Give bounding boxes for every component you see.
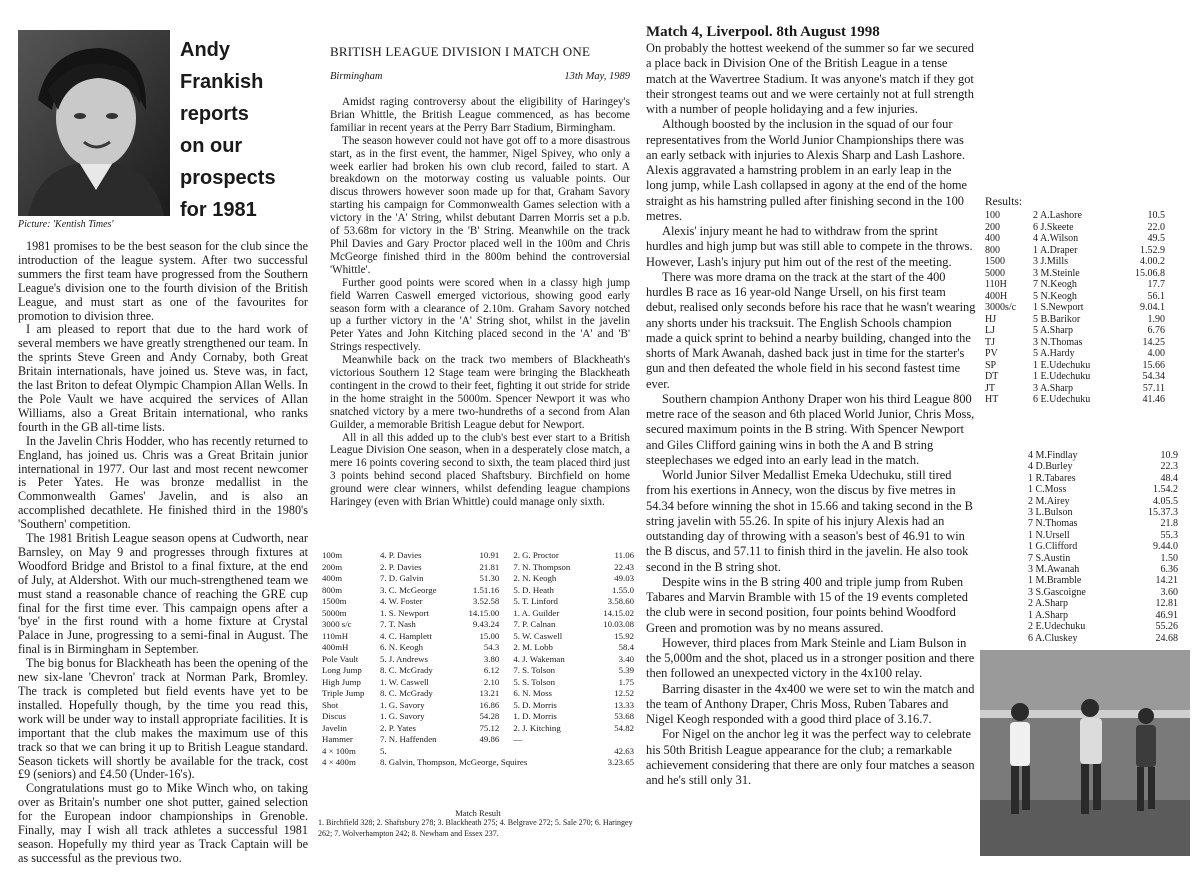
athlete-cell: 3 J.Mills xyxy=(1033,256,1069,267)
table-row xyxy=(1028,633,1178,644)
table-row xyxy=(985,371,1165,383)
b-string-result-cell: 3.40 xyxy=(618,653,634,664)
athlete-cell: 2 A.Sharp xyxy=(1028,598,1068,610)
paragraph: All in all this added up to the club's best ever start to a British League Division One season, when in a desperately close match, a mere 16 points covering second to sixth, the team placed third just 3 points behind second placed Shaftsbury. Birchfield on home ground were clear winners, whilst defending league champions Haringey (even with Brian Whittle) could manage only sixth. xyxy=(330,431,630,509)
paragraph: Although boosted by the inclusion in the squad of our four representatives from the World Junior Championships there was an early setback with injuries to Alexis Sharp and Lash Lashore. Alexis aggravated a hamstring problem in an early leap in the long jump, while Lash collapsed in agony at the end of the home straight as his hamstring pulled after finishing second in the 100 metres. xyxy=(646,117,968,223)
athlete-cell: 3 M.Steinle xyxy=(1033,267,1080,279)
headline-line: Frankish xyxy=(180,71,264,93)
portrait-illustration xyxy=(18,30,170,216)
event-cell: 110mH xyxy=(322,630,349,641)
paragraph: Alexis' injury meant he had to withdraw from the sprint hurdles and high jump but was still able to compete in the throws. However, Lash's injury put him out of the rest of the meeting. xyxy=(646,224,973,269)
b-string-result-cell: 3.58.60 xyxy=(607,596,634,606)
result-cell: 22.0 xyxy=(1147,221,1165,233)
a-string-result-cell: 54.28 xyxy=(479,711,500,721)
b-string-result-cell: 1.75 xyxy=(618,676,634,687)
paragraph: For Nigel on the anchor leg it was the perfect way to celebrate his 50th British League appearance for the club; a remarkable achievement considering that there are only four matches a season and he's still only 31. xyxy=(646,727,975,787)
table-row xyxy=(1028,621,1178,632)
table-row xyxy=(985,233,1165,245)
a-string-results-table xyxy=(985,210,1165,406)
table-row xyxy=(322,631,634,643)
b-string-result-cell: 22.43 xyxy=(614,561,634,572)
event-cell: 100 xyxy=(985,210,1000,221)
result-cell: 9.04.1 xyxy=(1140,302,1165,313)
b-string-result-cell: 12.52 xyxy=(614,688,634,698)
table-row xyxy=(1028,507,1178,518)
b-string-athlete-cell: 2. M. Lobb xyxy=(513,642,553,652)
event-cell: High Jump xyxy=(322,676,361,687)
athlete-cell: 2 E.Udechuku xyxy=(1028,621,1086,633)
b-string-athlete-cell: 7. N. Thompson xyxy=(513,561,571,572)
paragraph: The 1981 British League season opens at Cudworth, near Barnsley, on May 9 and progresses through fixtures at Woodford Bridge and Bristol to a final fixture, at the end of July, at Aldershot. With our much-strengthened team we must stand a reasonable chance of reaching the GRE cup final for the first time ever. This campaign opens after a 'bye' in the first round with a home fixture at Crystal Palace in June, progressing to a semi-final in August. The final is in Birmingham in September. xyxy=(18,531,308,657)
result-cell: 3.60 xyxy=(1160,586,1178,598)
athlete-cell: 5 A.Hardy xyxy=(1033,348,1075,359)
b-string-results-table xyxy=(1028,450,1178,644)
result-cell: 22.3 xyxy=(1160,461,1178,473)
athlete-cell: 5 N.Keogh xyxy=(1033,290,1077,302)
b-string-athlete-cell: 7. S. Tolson xyxy=(513,665,556,675)
table-row xyxy=(322,757,634,769)
result-cell: 12.81 xyxy=(1155,598,1178,610)
athlete-cell: 1 E.Udechuku xyxy=(1033,359,1091,371)
b-string-athlete-cell: 5. T. Linford xyxy=(513,596,558,606)
event-cell: PV xyxy=(985,348,998,359)
table-row xyxy=(322,573,634,585)
event-cell: Pole Vault xyxy=(322,653,359,664)
event-cell: HJ xyxy=(985,313,997,325)
table-row xyxy=(322,723,634,735)
result-cell: 4.05.5 xyxy=(1153,495,1178,507)
paragraph: Congratulations must go to Mike Winch who, on taking over as Britain's number one shot putter, gained selection for the European indoor championships in Grenoble. Finally, may I wish all track athletes a successful 1981 season. Hopefully my third year as Track Captain will be as successful as the previous two. xyxy=(18,781,308,865)
result-cell: 46.91 xyxy=(1155,609,1178,621)
paragraph: However, third places from Mark Steinle and Liam Bulson in the 5,000m and the shot, placed us in a stronger position and there then followed an unexpected victory in the 4x100 relay. xyxy=(646,635,975,681)
b-string-result-cell: 13.33 xyxy=(614,699,634,710)
headline-line: on our xyxy=(180,135,243,157)
table-row xyxy=(1028,610,1178,621)
athlete-cell: 2 A.Lashore xyxy=(1033,210,1082,221)
a-string-athlete-cell: 2. P. Yates xyxy=(380,722,416,733)
athlete-cell: 3 M.Awanah xyxy=(1028,564,1080,576)
result-cell: 1.54.2 xyxy=(1153,484,1178,496)
result-cell: 4.00.2 xyxy=(1140,256,1165,267)
event-cell: 4 × 400m xyxy=(322,757,356,767)
table-row xyxy=(1028,575,1178,586)
result-cell: 57.11 xyxy=(1142,382,1165,394)
results-heading: Results: xyxy=(985,196,1023,208)
event-cell: HT xyxy=(985,394,999,405)
table-row xyxy=(322,619,634,631)
a-string-result-cell: 3.52.58 xyxy=(472,596,500,606)
athlete-cell: 1 C.Moss xyxy=(1028,484,1067,496)
b-string-athlete-cell: 5. S. Tolson xyxy=(513,676,556,687)
table-row xyxy=(1028,496,1178,507)
a-string-athlete-cell: 1. G. Savory xyxy=(380,711,425,721)
article-body-1998 xyxy=(646,41,976,788)
table-row xyxy=(1028,553,1178,564)
result-cell: 1.52.9 xyxy=(1140,244,1165,256)
venue: Birmingham xyxy=(330,71,383,82)
table-row xyxy=(322,665,634,677)
result-cell: 21.8 xyxy=(1160,518,1178,530)
athlete-cell: 4 D.Burley xyxy=(1028,461,1073,473)
athlete-cell: 1 N.Ursell xyxy=(1028,529,1070,541)
event-cell: 100m xyxy=(322,550,343,560)
table-row xyxy=(985,279,1165,291)
article-title-1998: Match 4, Liverpool. 8th August 1998 xyxy=(646,24,880,40)
b-string-athlete-cell: — xyxy=(513,734,523,744)
athlete-cell: 7 S.Austin xyxy=(1028,552,1071,564)
b-string-athlete-cell: 5. D. Heath xyxy=(513,584,554,595)
result-cell: 56.1 xyxy=(1147,290,1165,302)
table-row xyxy=(985,325,1165,337)
b-string-result-cell xyxy=(593,734,634,746)
a-string-result-cell: 75.12 xyxy=(479,722,500,733)
paragraph: I am pleased to report that due to the hard work of several members we have greatly strengthened our team. In the sprints Steve Green and Andy Cornaby, both Great Britain internationals, have joined us. Steve was, in fact, the last Briton to defeat Olympic Champion Allan Wells. In the Pole Vault we have acquired the services of Allan Williams, also a Great Britain international, who ranks fourth in the GB all-time lists. xyxy=(18,322,309,434)
table-row xyxy=(322,734,634,746)
results-table-body xyxy=(322,550,634,769)
athlete-cell: 1 E.Udechuku xyxy=(1033,371,1091,382)
b-string-athlete-cell: 2. G. Proctor xyxy=(513,550,559,560)
event-cell: 4 × 100m xyxy=(322,745,356,756)
table-row xyxy=(322,654,634,666)
article-title-1989: BRITISH LEAGUE DIVISION I MATCH ONE xyxy=(330,44,591,59)
table-row xyxy=(1028,564,1178,575)
paragraph: World Junior Silver Medallist Emeka Udechuku, still tired from his exertions in Annecy, won the discus by five metres in 54.34 before winning the shot in 15.66 and taking second in the B string javelin with 55.26. In spite of his injury Alexis had an outstanding day of throwing with a season's best of 46.91 to win the B discus, and 57.11 to finish third in the javelin. He also took second in the B string shot. xyxy=(646,468,973,574)
result-cell: 49.5 xyxy=(1147,233,1165,244)
table-row xyxy=(985,348,1165,360)
result-cell: 55.26 xyxy=(1155,621,1178,633)
event-cell: LJ xyxy=(985,325,995,336)
athlete-cell: 1 A.Sharp xyxy=(1028,609,1068,621)
table-row xyxy=(985,291,1165,303)
b-string-result-cell: 10.03.08 xyxy=(603,619,634,629)
a-string-result-cell: 13.21 xyxy=(479,688,500,698)
headline-line: for 1981 xyxy=(180,199,257,221)
b-string-result-cell: 49.03 xyxy=(614,573,634,583)
athlete-cell: 7 N.Keogh xyxy=(1033,279,1077,290)
table-row xyxy=(985,222,1165,234)
athlete-cell: 4 A.Wilson xyxy=(1033,233,1079,244)
b-string-result-cell: 14.15.02 xyxy=(603,607,634,618)
a-string-result-cell xyxy=(456,746,505,758)
a-string-result-cell: 16.86 xyxy=(479,699,500,710)
a-string-result-cell: 51.30 xyxy=(479,573,500,583)
a-string-result-cell: 1.51.16 xyxy=(472,584,500,595)
headline-line: reports xyxy=(180,103,249,125)
a-string-athlete-cell: 1. S. Newport xyxy=(380,607,429,618)
table-row xyxy=(985,245,1165,257)
a-string-athlete-cell: 7. N. Haffenden xyxy=(380,734,437,744)
event-cell: Triple Jump xyxy=(322,688,365,698)
table-row xyxy=(322,642,634,654)
result-cell: 4.00 xyxy=(1147,348,1165,359)
a-string-result-cell: 6.12 xyxy=(483,665,500,675)
a-string-athlete-cell: 8. C. McGrady xyxy=(380,688,433,698)
event-cell: Javelin xyxy=(322,722,347,733)
table-row xyxy=(322,585,634,597)
headline-line: prospects xyxy=(180,167,276,189)
result-cell: 14.25 xyxy=(1142,336,1165,348)
event-cell: 400mH xyxy=(322,642,349,652)
paragraph: Despite wins in the B string 400 and triple jump from Ruben Tabares and Marvin Bramble with 15 of the 19 events completed the club were in second position, four points behind Woodford Green and promotion was by no means assured. xyxy=(646,574,968,635)
a-string-athlete-cell: 1. G. Savory xyxy=(380,699,425,710)
table-row xyxy=(1028,587,1178,598)
event-cell: 110H xyxy=(985,279,1007,290)
result-cell: 9.44.0 xyxy=(1153,541,1178,553)
result-cell: 48.4 xyxy=(1160,472,1178,484)
event-cell: DT xyxy=(985,371,999,382)
table-row xyxy=(985,394,1165,406)
b-string-result-cell: 54.82 xyxy=(614,722,634,733)
table-row xyxy=(985,314,1165,326)
paragraph: Barring disaster in the 4x400 we were set to win the match and the team of Anthony Draper, Chris Moss, Ruben Tabares and Nigel Keogh responded with a good third place of 3.16.7. xyxy=(646,681,975,726)
event-cell: 5000 xyxy=(985,267,1005,279)
table-row xyxy=(985,268,1165,280)
event-cell: 1500 xyxy=(985,256,1005,267)
b-results-body xyxy=(1028,450,1178,644)
table-row xyxy=(985,360,1165,372)
athlete-cell: 6 J.Skeete xyxy=(1033,221,1074,233)
article-body-1981 xyxy=(18,240,308,866)
paragraph: The big bonus for Blackheath has been the opening of the new six-lane 'Chevron' track at Norman Park, Bromley. The track is completed but field events have yet to be installed. Hopefully though, by the time you read this, work will be under way to install appropriate facilities. It is important that the club makes the maximum use of this track so that we can bring it up to British League standard. Season tickets will shortly be available for the track, cost £9 (seniors) and £4.50 (Under-16's). xyxy=(18,656,308,782)
photo-caption: Picture: 'Kentish Times' xyxy=(18,219,114,230)
athlete-cell: 7 N.Thomas xyxy=(1028,518,1078,530)
table-row xyxy=(322,550,634,562)
athlete-cell: 3 L.Bulson xyxy=(1028,507,1073,519)
result-cell: 10.9 xyxy=(1160,450,1178,461)
athlete-cell: 2 M.Airey xyxy=(1028,495,1070,507)
a-string-athlete-cell: 4. W. Foster xyxy=(380,596,423,606)
a-string-result-cell: 2.10 xyxy=(483,676,500,687)
result-cell: 15.66 xyxy=(1142,359,1165,371)
b-string-athlete-cell: 6. N. Moss xyxy=(513,688,552,698)
result-cell: 55.3 xyxy=(1160,529,1178,541)
event-cell: Discus xyxy=(322,711,346,721)
athlete-cell: 3 S.Gascoigne xyxy=(1028,586,1086,598)
event-cell: Hammer xyxy=(322,734,353,744)
athlete-cell: 3 N.Thomas xyxy=(1033,336,1083,348)
table-row xyxy=(1028,473,1178,484)
a-string-result-cell: 21.81 xyxy=(479,561,500,572)
a-string-athlete-cell: 7. D. Galvin xyxy=(380,573,424,583)
b-string-athlete-cell: 1. A. Guilder xyxy=(513,607,560,618)
athlete-cell: 1 R.Tabares xyxy=(1028,472,1076,484)
athlete-cell: 1 G.Clifford xyxy=(1028,541,1078,553)
result-cell: 14.21 xyxy=(1155,575,1178,587)
race-illustration xyxy=(980,650,1190,856)
a-string-athlete-cell: 3. C. McGeorge xyxy=(380,584,437,595)
event-cell: TJ xyxy=(985,336,995,348)
table-row xyxy=(1028,598,1178,609)
table-row xyxy=(322,711,634,723)
table-row xyxy=(1028,541,1178,552)
match-result-heading: Match Result xyxy=(455,808,501,818)
a-string-result-cell: 49.86 xyxy=(479,734,500,744)
a-string-result-cell: 15.00 xyxy=(479,630,500,641)
headline-line: Andy xyxy=(180,39,230,61)
race-photo xyxy=(980,650,1190,856)
b-string-result-cell: 42.63 xyxy=(614,745,634,756)
b-string-athlete-cell: 1. D. Morris xyxy=(513,711,557,721)
paragraph: There was more drama on the track at the start of the 400 hurdles B race as 16 year-old Nange Ursell, on his first team debut, realised only seconds before his race that he wasn't wearing any shorts under his tracksuit. The English Schools champion made a quick sprint to behind a nearby building, changed into the shorts of Mark Awanah, dashed back just in time for the starter's gun and then defeated the whole field in his second fastest time ever. xyxy=(646,269,976,391)
result-cell: 17.7 xyxy=(1147,279,1165,290)
table-row xyxy=(985,337,1165,349)
event-cell: Shot xyxy=(322,699,339,710)
a-string-athlete-cell: 4. P. Davies xyxy=(380,550,422,560)
athlete-cell: 1 M.Bramble xyxy=(1028,575,1082,587)
table-row xyxy=(322,677,634,689)
paragraph: Meanwhile back on the track two members of Blackheath's victorious Southern 12 Stage team were bringing the Blackheath contingent in the crowd to their feet, fighting it out stride for stride in the home straight in the 5000m. Spencer Newport it was who snatched victory by a mere two-hundreths of a second from Alan Guilder, a memorable British League debut for Newport. xyxy=(330,354,630,431)
event-cell: 800 xyxy=(985,244,1000,256)
result-cell: 1.50 xyxy=(1160,552,1178,564)
a-string-athlete-cell: 8. C. McGrady xyxy=(380,665,433,675)
paragraph: In the Javelin Chris Hodder, who has recently returned to England, has joined us. Chris was a Great Britain junior international in 1977. Our last and most recent newcomer is Peter Yates. He was bronze medallist in the Commonwealth Games' Javelin, and is also an accomplished decathlete. He finished third in the 1980's 'Southern' competition. xyxy=(18,433,308,532)
event-cell: 5000m xyxy=(322,607,347,618)
table-row xyxy=(322,700,634,712)
event-cell: JT xyxy=(985,382,995,394)
dateline xyxy=(330,71,630,82)
event-cell: 3000 s/c xyxy=(322,619,352,629)
paragraph: Amidst raging controversy about the eligibility of Haringey's Brian Whittle, the British League commenced, as has become familiar in recent years at the Perry Barr Stadium, Birmingham. xyxy=(330,96,630,134)
event-cell: Long Jump xyxy=(322,665,362,675)
a-string-athlete-cell: 2. P. Davies xyxy=(380,561,422,572)
a-string-athlete-cell: 8. Galvin, Thompson, McGeorge, Squires xyxy=(380,757,528,767)
table-row xyxy=(985,302,1165,314)
paragraph: Southern champion Anthony Draper won his third League 800 metre race of the season and 6th placed World Junior, Chris Moss, secured maximum points in the B string. With Spencer Newport and Giles Clifford gaining wins in both the A and B string steeplechases we edged into an early lead in the match. xyxy=(646,391,975,467)
athlete-cell: 5 A.Sharp xyxy=(1033,325,1073,336)
a-string-result-cell: 3.80 xyxy=(483,653,500,664)
table-row xyxy=(1028,484,1178,495)
table-row xyxy=(322,746,634,758)
results-table-1989 xyxy=(322,550,634,769)
event-cell: 200 xyxy=(985,221,1000,233)
b-string-athlete-cell: 2. N. Keogh xyxy=(513,573,557,583)
table-row xyxy=(1028,461,1178,472)
table-row xyxy=(1028,530,1178,541)
b-string-result-cell: 15.92 xyxy=(614,630,634,641)
table-row xyxy=(322,688,634,700)
paragraph: On probably the hottest weekend of the summer so far we secured a place back in Division One of the British League in a tense match at the Wavertree Stadium. It was anyone's match if they got their strongest teams out and we were certainly not at full strength with a number of people holidaying and a few injuries. xyxy=(646,41,974,116)
table-row xyxy=(985,383,1165,395)
result-cell: 15.37.3 xyxy=(1148,507,1178,519)
result-cell: 41.46 xyxy=(1142,394,1165,405)
b-string-athlete-cell: 2. J. Kitching xyxy=(513,722,561,733)
a-results-body xyxy=(985,210,1165,406)
b-string-result-cell: 53.68 xyxy=(614,711,634,721)
b-string-athlete-cell: 4. J. Wakeman xyxy=(513,653,565,664)
a-string-athlete-cell: 4. C. Hamplett xyxy=(380,630,432,641)
event-cell: 400m xyxy=(322,573,343,583)
paragraph: 1981 promises to be the best season for the club since the introduction of the league system. After two successful summers the first team have progressed from the Southern League's division one to the fourth division of the British League, and must start as one of the favourites for promotion to division three. xyxy=(18,239,308,323)
b-string-athlete-cell: 5. D. Morris xyxy=(513,699,557,710)
athlete-cell: 5 B.Barikor xyxy=(1033,313,1081,325)
table-row xyxy=(1028,518,1178,529)
event-cell: 3000s/c xyxy=(985,302,1017,313)
result-cell: 1.90 xyxy=(1147,313,1165,325)
article-body-1989 xyxy=(330,96,630,509)
a-string-result-cell: 10.91 xyxy=(479,550,500,560)
paragraph: The season however could not have got off to a more disastrous start, as in the first event, the hammer, Nigel Spivey, who only a week earlier had broken his own club record, failed to start. A breakdown on the motorway costing us valuable points. Our discus throwers however soon made up for that, Graham Savory starting his campaign for Commonwealth Games selection with a victory in the 'A' String, whilst debutant Darren Morris set a p.b. of 53.68m for victory in the 'B' String. Meanwhile on the track Phil Davies and Gary Proctor placed well in the 100m and Chris McGeorge finished third in the 800m behind the controversial 'Whittle'. xyxy=(330,134,630,276)
a-string-athlete-cell: 7. T. Nash xyxy=(380,619,416,629)
event-cell: 200m xyxy=(322,561,343,572)
result-cell: 24.68 xyxy=(1155,632,1178,644)
paragraph: Further good points were scored when in a classy high jump field Warren Caswell emerged victorious, showing good early season form with a clearance of 2.10m. Graham Savory notched up a further victory in the 'A' String shot, whilst in the javelin Peter Yates and John Kitching placed second in the 'A' and 'B' Strings respectively. xyxy=(330,276,630,354)
a-string-athlete-cell: 5. xyxy=(380,745,387,756)
athlete-cell: 6 A.Cluskey xyxy=(1028,632,1078,644)
event-cell: SP xyxy=(985,359,997,371)
event-cell: 400H xyxy=(985,290,1008,302)
event-cell: 800m xyxy=(322,584,343,595)
a-string-result-cell: 14.15.00 xyxy=(468,607,500,618)
a-string-athlete-cell: 1. W. Caswell xyxy=(380,676,429,687)
athlete-cell: 4 M.Findlay xyxy=(1028,450,1078,461)
b-string-result-cell: 1.55.0 xyxy=(612,584,634,595)
athlete-cell: 1 S.Newport xyxy=(1033,302,1084,313)
a-string-athlete-cell: 5. J. Andrews xyxy=(380,653,428,664)
result-cell: 6.76 xyxy=(1147,325,1165,336)
athlete-cell: 6 E.Udechuku xyxy=(1033,394,1091,405)
result-cell: 10.5 xyxy=(1147,210,1165,221)
a-string-result-cell: 54.3 xyxy=(483,642,500,652)
a-string-result-cell: 9.43.24 xyxy=(472,619,500,629)
date: 13th May, 1989 xyxy=(564,71,630,82)
article-headline xyxy=(180,34,300,226)
table-row xyxy=(985,210,1165,222)
a-string-athlete-cell: 6. N. Keogh xyxy=(380,642,424,652)
result-cell: 54.34 xyxy=(1142,371,1165,382)
b-string-result-cell: 11.06 xyxy=(614,550,634,560)
b-string-result-cell: 5.39 xyxy=(618,665,634,675)
table-row xyxy=(1028,450,1178,461)
athlete-cell: 1 A.Draper xyxy=(1033,244,1078,256)
b-string-athlete-cell: 7. P. Calnan xyxy=(513,619,556,629)
b-string-athlete-cell xyxy=(505,746,592,758)
portrait-photo xyxy=(18,30,170,216)
match-result-text: 1. Birchfield 328; 2. Shaftsbury 278; 3. Blackheath 275; 4. Belgrave 272; 5. Sale 270; 6. Haringey 262; 7. Wolverhampton 242; 8. Newham and Essex 237. xyxy=(318,818,633,838)
b-string-result-cell: 3.23.65 xyxy=(607,757,634,767)
result-cell: 6.36 xyxy=(1160,564,1178,576)
result-cell: 15.06.8 xyxy=(1135,267,1165,279)
b-string-result-cell: 58.4 xyxy=(618,642,634,652)
table-row xyxy=(322,562,634,574)
event-cell: 1500m xyxy=(322,596,347,606)
event-cell: 400 xyxy=(985,233,1000,244)
b-string-athlete-cell: 5. W. Caswell xyxy=(513,630,563,641)
table-row xyxy=(322,608,634,620)
table-row xyxy=(985,256,1165,268)
athlete-cell: 3 A.Sharp xyxy=(1033,382,1073,394)
table-row xyxy=(322,596,634,608)
